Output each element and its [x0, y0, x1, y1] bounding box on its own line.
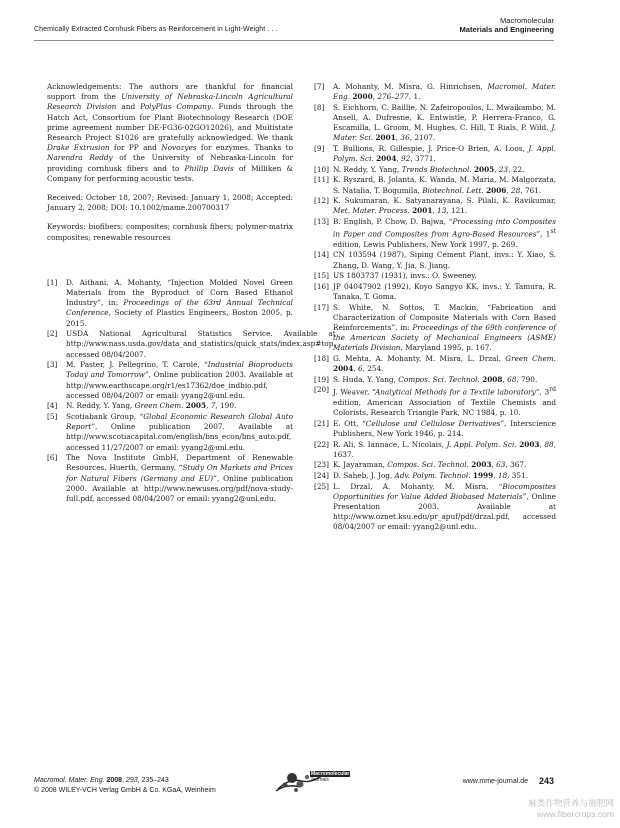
- reference-item: [314, 103, 556, 144]
- reference-number: [25]: [314, 481, 329, 491]
- reference-item: [314, 82, 556, 102]
- reference-item: [314, 460, 556, 470]
- reference-text: US 1803737 (1931), invs.: O. Sweeney.: [333, 271, 477, 281]
- citation-line: Macromol. Mater. Eng. 2008, 293, 235–243: [34, 777, 169, 784]
- copyright-line: © 2008 WILEY-VCH Verlag GmbH & Co. KGaA, Weinheim: [34, 786, 216, 794]
- reference-text: S. Eichhorn, C. Baillie, N. Zafeiropoulos, L. Mwaikambo, M. Ansell, A. Dufresne, K. Entwistle, P. Herrera-Franco, G. Escamilla, L. Groom, M. Hughes, C. Hill, T. Rials, P. Wild, J. Mater. Sci. 2001, 36, 2107.: [333, 102, 556, 143]
- reference-number: [1]: [47, 277, 58, 287]
- reference-number: [14]: [314, 250, 329, 260]
- reference-text: J. Weaver, “Analytical Methods for a Textile laboratory”, 3rd edition, American Association of Textile Chemists and Colorists, Research Triangle Park, NC 1984, p. 10.: [333, 386, 556, 418]
- reference-number: [6]: [47, 453, 58, 463]
- reference-item: [47, 412, 293, 453]
- watermark-line2: www.fibercrops.com: [537, 809, 614, 819]
- reference-number: [8]: [314, 102, 325, 112]
- reference-text: A. Mohanty, M. Misra, G. Hinrichsen, Macromol. Mater. Eng. 2000, 276–277, 1.: [333, 82, 556, 102]
- reference-number: [11]: [314, 175, 329, 185]
- reference-number: [5]: [47, 412, 58, 422]
- reference-text: L. Drzal, A. Mohanty, M. Misra, “Biocomposites Opportunities for Value Added Biobased Materials”, Online Presentation 2003. Available at http://www.oznet.ksu.edu/pr_apuf/pdf/drzal.pdf, accessed 08/04/2007 or email: yyang2@unl.edu.: [333, 481, 556, 532]
- logo-text: [310, 771, 350, 783]
- citation: [34, 776, 216, 795]
- reference-text: D. Aithani, A. Mohanty, “Injection Molded Novel Green Materials from the Byproduct of Corn Based Ethanol Industry”, in: Proceedings of the 63rd Annual Technical Conference, Society of Plastics Engineers, Boston 2005, p. 2015.: [66, 277, 294, 328]
- reference-text: CN 103594 (1987), Siping Cement Plant, invs.: Y. Xiao, S. Zhang, D. Wang, Y. Jia, S. Jiang.: [333, 250, 556, 270]
- reference-item: [47, 278, 293, 329]
- watermark: [528, 798, 614, 820]
- reference-number: [20]: [314, 385, 329, 395]
- logo-text-line2: Journals: [310, 777, 329, 783]
- right-column: [314, 82, 556, 533]
- page-header: [34, 14, 554, 40]
- reference-item: [314, 175, 556, 195]
- reference-item: [314, 196, 556, 216]
- reference-text: K. Sukumaran, K. Satyanarayana, S. Pilali, K. Ravikumar, Met. Mater. Process. 2001, 13, 121.: [333, 196, 556, 216]
- reference-text: The Nova Institute GmbH, Department of Renewable Resources, Huerth, Germany, “Study On Markets and Prices for Natural Fibers (Germany and EU)”, Online publication 2000. Available at http://www.newuses.org/pdf/nova-study-full.pdf, accessed 08/04/2007 or email: yyang2@unl.edu.: [66, 453, 293, 504]
- reference-number: [19]: [314, 374, 329, 384]
- reference-text: N. Reddy, Y. Yang, Trends Biotechnol. 2005, 23, 22.: [333, 164, 525, 174]
- reference-number: [21]: [314, 418, 329, 428]
- logo-text-line1: Macromolecular: [311, 771, 350, 777]
- reference-item: [47, 453, 293, 504]
- reference-list-right: [314, 82, 556, 533]
- reference-number: [17]: [314, 302, 329, 312]
- reference-number: [12]: [314, 196, 329, 206]
- reference-item: [314, 385, 556, 418]
- received-dates: Received: October 18, 2007; Revised: January 1, 2008; Accepted: January 2, 2008; DOI: 10.1002/mame.200700317: [47, 193, 293, 213]
- reference-item: [47, 401, 293, 411]
- reference-number: [4]: [47, 401, 58, 411]
- reference-item: [314, 271, 556, 281]
- watermark-line1: 麻类作物营养与施肥网: [528, 798, 614, 808]
- reference-item: [314, 303, 556, 354]
- header-rule: [34, 40, 554, 41]
- reference-item: [314, 165, 556, 175]
- journal-name: [459, 16, 554, 34]
- keywords: Keywords: biofibers; composites; cornhusk fibers; polymer-matrix composites; renewable resources: [47, 222, 293, 242]
- reference-text: N. Reddy, Y. Yang, Green Chem. 2005, 7, 190.: [66, 401, 237, 411]
- reference-text: Scotiabank Group, “Global Economic Research Global Auto Report”, Online publication 2007. Available at http://www.scotiacapital.com/english/bns_econ/bns_auto.pdf, accessed 11/27/2007 or email: yyang2@unl.edu.: [66, 412, 293, 452]
- page-footer: [34, 771, 554, 800]
- reference-number: [13]: [314, 216, 329, 226]
- reference-text: E. Ott, “Cellulose and Cellulose Derivatives”, Interscience Publishers, New York 1946, p. 214.: [333, 418, 556, 439]
- reference-text: R. Ali, S. Iannace, L. Nicolais, J. Appl. Polym. Sci. 2003, 88, 1637.: [333, 439, 557, 459]
- reference-number: [16]: [314, 281, 329, 291]
- reference-item: [314, 250, 556, 270]
- reference-item: [47, 360, 293, 401]
- journal-name-line2: Materials and Engineering: [459, 25, 554, 34]
- reference-item: [314, 482, 556, 533]
- journal-name-line1: Macromolecular: [499, 16, 554, 25]
- reference-number: [22]: [314, 439, 329, 449]
- reference-number: [10]: [314, 164, 329, 174]
- running-title: Chemically Extracted Cornhusk Fibers as Reinforcement in Light-Weight . . .: [34, 26, 278, 33]
- reference-text: USDA National Agricultural Statistics Service. Available at http://www.nass.usda.gov/data_and_statistics/quick_stats/index.asp#top, accessed 08/04/2007.: [66, 329, 336, 359]
- reference-number: [15]: [314, 271, 329, 281]
- reference-text: K. Jayaraman, Compos. Sci. Technol. 2003, 63, 367.: [333, 460, 527, 470]
- reference-item: [314, 282, 556, 302]
- reference-item: [314, 419, 556, 439]
- reference-item: [314, 440, 556, 460]
- reference-text: M. Paster, J. Pellegrino, T. Carole, “Industrial Bioproducts Today and Tomorrow”, Online publication 2003. Available at http://www.earthscape.org/r1/es17362/doe_indbio.pdf, accessed 08/04/2007 or email: yyang2@unl.edu.: [66, 360, 293, 400]
- reference-text: JP 04047902 (1992), Koyo Sangyo KK, invs.: Y. Tamura, R. Tanaka, T. Goma.: [333, 281, 556, 301]
- reference-item: [314, 217, 556, 250]
- reference-text: S. Huda, Y. Yang, Compos. Sci. Technol. 2008, 68, 790.: [333, 374, 538, 384]
- reference-item: [314, 144, 556, 164]
- journal-website: www.mme-journal.de: [462, 778, 528, 785]
- reference-text: T. Bullions, R. Gillespie, J. Price-O Brien, A. Loos, J. Appl. Polym. Sci. 2004, 92, 3771.: [333, 144, 556, 164]
- reference-number: [18]: [314, 354, 329, 363]
- reference-number: [9]: [314, 144, 325, 153]
- reference-number: [2]: [47, 329, 58, 339]
- reference-text: G. Mehta, A. Mohanty, M. Misra, L. Drzal, Green Chem. 2004, 6, 254.: [333, 354, 557, 374]
- reference-item: [314, 354, 556, 374]
- acknowledgements: Acknowledgements: The authors are thankful for financial support from the University of Nebraska-Lincoln Agricultural Research Division and PolyPlus Company. Funds through the Hatch Act, Consortium for Plant Biotechnology Research (DOE prime agreement number DE-FG36-02GO12026), and Multistate Research Project S1026 are gratefully acknowledged. We thank Drake Extrusion for PP and Novozyes for enzymes. Thanks to Narendra Reddy of the University of Nebraska-Lincoln for providing cornhusk fibers and to Phillip Davis of Milliken & Company for performing acoustic tests.: [47, 82, 294, 183]
- reference-text: D. Saheb, J. Jog, Adv. Polym. Technol. 1999, 18, 351.: [333, 471, 529, 480]
- reference-number: [7]: [314, 82, 325, 91]
- reference-item: [314, 375, 556, 385]
- reference-text: B. English, P. Chow, D. Bajwa, “Processing into Composites in Paper and Composites from Agro-Based Resources”, 1st edition, Lewis Publishers, New York 1997, p. 269.: [333, 216, 556, 249]
- reference-item: [314, 471, 556, 481]
- reference-text: S. White, N. Sottos, T. Mackin, “Fabrication and Characterization of Composite Materials with Corn Based Reinforcements”, in: Proceedings of the 69th conference of the American Society of Mechanical Engineers (ASME) Materials Division, Maryland 1995, p. 167.: [333, 302, 556, 353]
- reference-number: [3]: [47, 360, 58, 370]
- reference-text: K. Ryszard, B. Jolanta, K. Wanda, M. Maria, M. Malgorzata, S. Natalia, T. Bogumila, Biotechnol. Lett. 2006, 28, 761.: [333, 175, 556, 195]
- reference-number: [23]: [314, 460, 329, 470]
- page-number: 243: [538, 776, 554, 786]
- reference-number: [24]: [314, 471, 329, 480]
